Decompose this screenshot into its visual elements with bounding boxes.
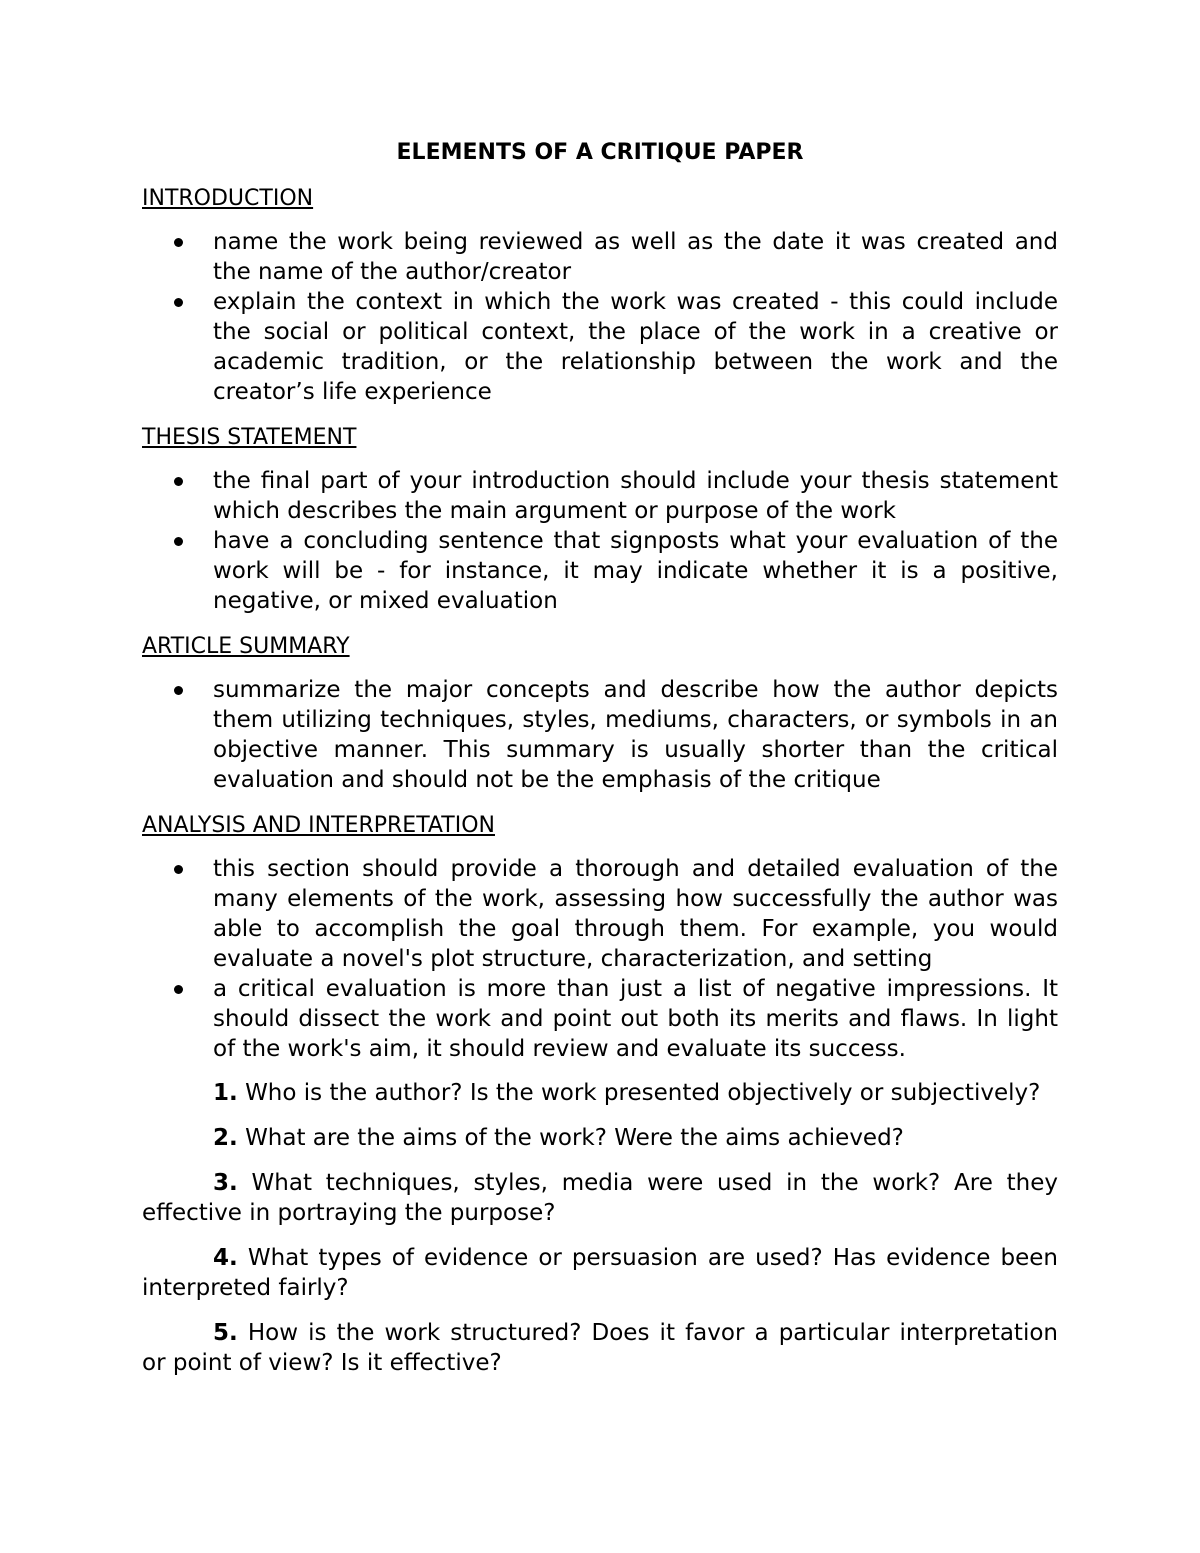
question-number: 3.	[213, 1170, 238, 1196]
bullet-icon	[174, 537, 183, 546]
bullet-icon	[174, 686, 183, 695]
list-item	[142, 287, 1058, 407]
question-text: What are the aims of the work? Were the aims achieved?	[245, 1125, 904, 1151]
question-number: 4.	[213, 1245, 238, 1271]
bullet-icon	[174, 238, 183, 247]
list-item-text: the final part of your introduction should include your thesis statement which describes the main argument or purpose of the work	[213, 468, 1058, 524]
bullet-list-article-summary	[142, 675, 1058, 795]
list-item-text: have a concluding sentence that signposts what your evaluation of the work will be - for instance, it may indicate whether it is a positive, negative, or mixed evaluation	[213, 528, 1058, 614]
section-heading-thesis-statement: THESIS STATEMENT	[142, 425, 357, 450]
section-heading-analysis-and-interpretation: ANALYSIS AND INTERPRETATION	[142, 813, 495, 838]
bullet-icon	[174, 985, 183, 994]
list-item	[142, 526, 1058, 616]
question-text: Who is the author? Is the work presented objectively or subjectively?	[245, 1080, 1041, 1106]
bullet-list-analysis-and-interpretation	[142, 854, 1058, 1064]
bullet-icon	[174, 298, 183, 307]
list-item	[142, 466, 1058, 526]
question-number: 5.	[213, 1320, 238, 1346]
list-item	[142, 854, 1058, 974]
list-item	[142, 227, 1058, 287]
question-item	[142, 1168, 1058, 1228]
bullet-list-thesis-statement	[142, 466, 1058, 616]
question-list	[142, 1078, 1058, 1378]
bullet-icon	[174, 477, 183, 486]
question-number: 2.	[213, 1125, 238, 1151]
question-item	[142, 1078, 1058, 1108]
list-item-text: explain the context in which the work was created - this could include the social or political context, the place of the work in a creative or academic tradition, or the relationship between the work and the creator’s life experience	[213, 289, 1058, 405]
question-text: What techniques, styles, media were used in the work? Are they effective in portraying the purpose?	[142, 1170, 1059, 1226]
question-number: 1.	[213, 1080, 238, 1106]
section-heading-article-summary: ARTICLE SUMMARY	[142, 634, 350, 659]
list-item-text: summarize the major concepts and describe how the author depicts them utilizing techniques, styles, mediums, characters, or symbols in an objective manner. This summary is usually shorter than the critical evaluation and should not be the emphasis of the critique	[213, 677, 1058, 793]
question-item	[142, 1243, 1058, 1303]
document-title: ELEMENTS OF A CRITIQUE PAPER	[396, 140, 804, 165]
question-text: What types of evidence or persuasion are used? Has evidence been interpreted fairly?	[142, 1245, 1058, 1301]
bullet-list-introduction	[142, 227, 1058, 407]
question-text: How is the work structured? Does it favor a particular interpretation or point of view? Is it effective?	[142, 1320, 1058, 1376]
document-page	[142, 138, 1058, 1393]
list-item-text: this section should provide a thorough and detailed evaluation of the many elements of the work, assessing how successfully the author was able to accomplish the goal through them. For example, you would evaluate a novel's plot structure, characterization, and setting	[213, 856, 1058, 972]
bullet-icon	[174, 865, 183, 874]
question-item	[142, 1318, 1058, 1378]
list-item	[142, 974, 1058, 1064]
question-item	[142, 1123, 1058, 1153]
list-item-text: name the work being reviewed as well as the date it was created and the name of the author/creator	[213, 229, 1058, 285]
section-heading-introduction: INTRODUCTION	[142, 186, 314, 211]
list-item	[142, 675, 1058, 795]
list-item-text: a critical evaluation is more than just a list of negative impressions. It should dissect the work and point out both its merits and flaws. In light of the work's aim, it should review and evaluate its success.	[213, 976, 1058, 1062]
